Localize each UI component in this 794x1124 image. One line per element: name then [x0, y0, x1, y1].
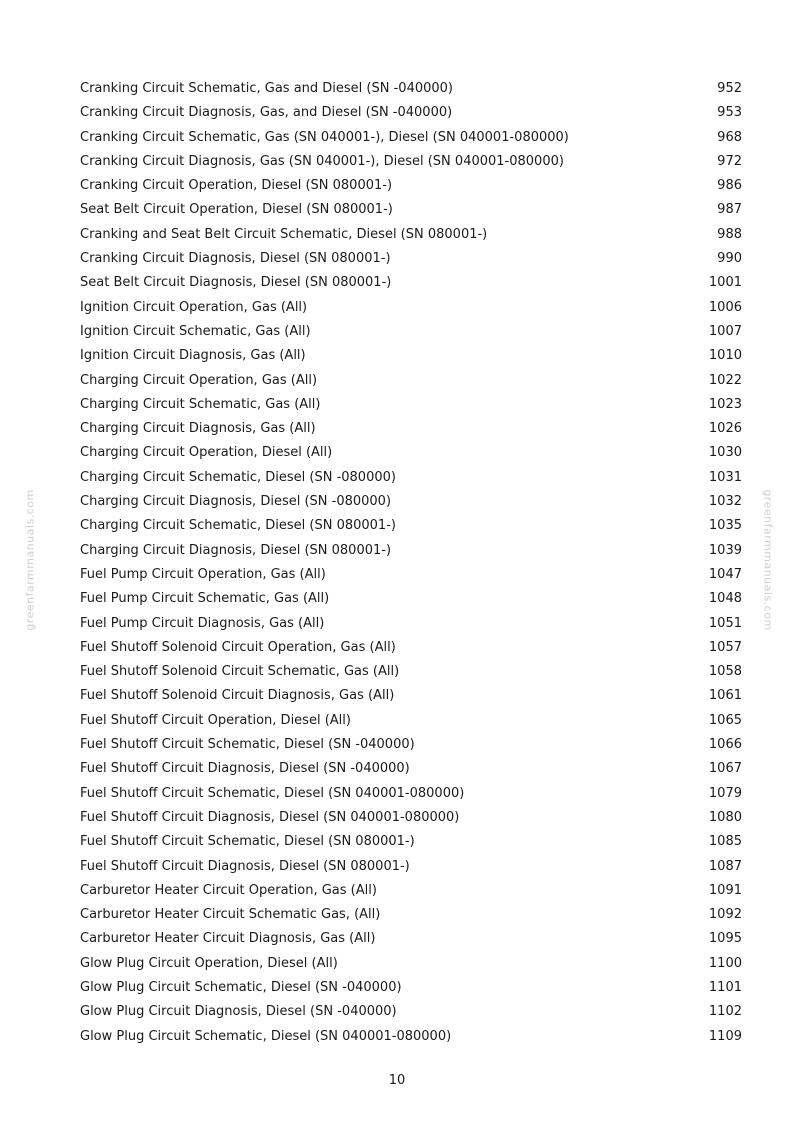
toc-entry[interactable]	[80, 369, 742, 393]
toc-entry-page: 1032	[708, 494, 742, 510]
toc-entry[interactable]	[80, 684, 742, 708]
toc-entry-title: Cranking Circuit Operation, Diesel (SN 080001-)	[80, 178, 393, 194]
toc-entry-page: 953	[717, 105, 742, 121]
toc-entry-page: 1057	[708, 639, 742, 655]
toc-entry-title: Glow Plug Circuit Diagnosis, Diesel (SN -040000)	[80, 1004, 397, 1020]
toc-entry-title: Fuel Shutoff Solenoid Circuit Diagnosis, Gas (All)	[80, 688, 395, 704]
toc-entry-title: Carburetor Heater Circuit Diagnosis, Gas (All)	[80, 931, 376, 947]
toc-entry-page: 1023	[708, 396, 742, 412]
toc-entry-page: 1030	[708, 445, 742, 461]
toc-entry-page: 1048	[708, 591, 742, 607]
toc-entry-title: Fuel Shutoff Circuit Diagnosis, Diesel (SN -040000)	[80, 761, 410, 777]
toc-entry-page: 1031	[708, 469, 742, 485]
toc-entry-title: Glow Plug Circuit Schematic, Diesel (SN -040000)	[80, 979, 402, 995]
toc-entry[interactable]	[80, 830, 742, 854]
toc-entry[interactable]	[80, 320, 742, 344]
toc-entry-page: 952	[717, 81, 742, 96]
toc-entry-page: 1091	[708, 882, 742, 898]
toc-entry[interactable]	[80, 514, 742, 538]
toc-entry-title: Fuel Pump Circuit Schematic, Gas (All)	[80, 591, 330, 607]
toc-entry-page: 1100	[708, 955, 742, 971]
toc-entry-page: 1066	[708, 737, 742, 753]
toc-entry[interactable]	[80, 296, 742, 320]
toc-entry-page: 1065	[708, 712, 742, 728]
toc-entry[interactable]	[80, 223, 742, 247]
toc-entry-title: Cranking Circuit Schematic, Gas and Diesel (SN -040000)	[80, 81, 453, 96]
toc-entry[interactable]	[80, 636, 742, 660]
toc-entry-title: Fuel Pump Circuit Operation, Gas (All)	[80, 566, 326, 582]
toc-entry-title: Charging Circuit Diagnosis, Diesel (SN 080001-)	[80, 542, 392, 558]
page-number: 10	[388, 1073, 406, 1088]
toc-entry[interactable]	[80, 101, 742, 125]
toc-entry-title: Charging Circuit Schematic, Gas (All)	[80, 396, 321, 412]
toc-entry-page: 987	[717, 202, 742, 218]
toc-entry-page: 986	[717, 178, 742, 194]
toc-entry[interactable]	[80, 879, 742, 903]
toc-entry-title: Fuel Shutoff Solenoid Circuit Operation, Gas (All)	[80, 639, 396, 655]
toc-entry-title: Fuel Shutoff Circuit Schematic, Diesel (SN -040000)	[80, 737, 415, 753]
toc-entry[interactable]	[80, 344, 742, 368]
toc-entry-title: Carburetor Heater Circuit Schematic Gas, (All)	[80, 907, 381, 923]
toc-entry-page: 1067	[708, 761, 742, 777]
toc-entry-title: Cranking and Seat Belt Circuit Schematic, Diesel (SN 080001-)	[80, 226, 488, 242]
toc-entry-page: 1007	[708, 323, 742, 339]
table-of-contents	[80, 77, 742, 1049]
toc-entry-title: Fuel Shutoff Circuit Diagnosis, Diesel (SN 040001-080000)	[80, 809, 460, 825]
toc-entry-title: Charging Circuit Diagnosis, Gas (All)	[80, 421, 316, 437]
toc-entry-page: 1026	[708, 421, 742, 437]
toc-entry[interactable]	[80, 393, 742, 417]
toc-entry-page: 1051	[708, 615, 742, 631]
toc-entry[interactable]	[80, 417, 742, 441]
toc-entry-page: 1092	[708, 907, 742, 923]
toc-entry-page: 1039	[708, 542, 742, 558]
toc-entry[interactable]	[80, 126, 742, 150]
toc-entry[interactable]	[80, 1025, 742, 1049]
toc-entry[interactable]	[80, 806, 742, 830]
toc-entry-page: 1080	[708, 809, 742, 825]
toc-entry-page: 988	[717, 226, 742, 242]
toc-entry-title: Fuel Shutoff Circuit Operation, Diesel (All)	[80, 712, 351, 728]
toc-entry[interactable]	[80, 247, 742, 271]
toc-entry[interactable]	[80, 490, 742, 514]
toc-entry[interactable]	[80, 757, 742, 781]
toc-entry-title: Fuel Shutoff Circuit Diagnosis, Diesel (SN 080001-)	[80, 858, 410, 874]
toc-entry[interactable]	[80, 952, 742, 976]
toc-entry-title: Fuel Shutoff Circuit Schematic, Diesel (SN 040001-080000)	[80, 785, 465, 801]
toc-entry-page: 1001	[708, 275, 742, 291]
toc-entry[interactable]	[80, 174, 742, 198]
toc-entry[interactable]	[80, 709, 742, 733]
toc-entry[interactable]	[80, 539, 742, 563]
toc-entry[interactable]	[80, 927, 742, 951]
toc-entry-page: 968	[717, 129, 742, 145]
watermark-right: greenfarmmanuals.com	[761, 489, 775, 631]
toc-entry-title: Seat Belt Circuit Operation, Diesel (SN 080001-)	[80, 202, 393, 218]
toc-entry-title: Fuel Shutoff Solenoid Circuit Schematic, Gas (All)	[80, 664, 400, 680]
toc-entry-title: Charging Circuit Diagnosis, Diesel (SN -080000)	[80, 494, 392, 510]
toc-entry[interactable]	[80, 612, 742, 636]
toc-entry-page: 1061	[708, 688, 742, 704]
toc-entry-page: 1102	[708, 1004, 742, 1020]
toc-entry[interactable]	[80, 855, 742, 879]
toc-entry-page: 1079	[708, 785, 742, 801]
toc-entry-page: 1109	[708, 1028, 742, 1044]
toc-entry[interactable]	[80, 466, 742, 490]
toc-entry[interactable]	[80, 77, 742, 101]
toc-entry-title: Glow Plug Circuit Schematic, Diesel (SN 040001-080000)	[80, 1028, 452, 1044]
toc-entry-title: Charging Circuit Operation, Diesel (All)	[80, 445, 333, 461]
toc-entry-page: 1047	[708, 566, 742, 582]
toc-entry[interactable]	[80, 660, 742, 684]
toc-entry-title: Cranking Circuit Diagnosis, Gas (SN 040001-), Diesel (SN 040001-080000)	[80, 153, 564, 169]
toc-entry-title: Glow Plug Circuit Operation, Diesel (All)	[80, 955, 338, 971]
toc-entry[interactable]	[80, 903, 742, 927]
toc-entry[interactable]	[80, 1000, 742, 1024]
watermark-left: greenfarmmanuals.com	[23, 489, 37, 631]
toc-entry-title: Fuel Pump Circuit Diagnosis, Gas (All)	[80, 615, 325, 631]
toc-entry-title: Carburetor Heater Circuit Operation, Gas (All)	[80, 882, 377, 898]
toc-entry-title: Cranking Circuit Diagnosis, Diesel (SN 080001-)	[80, 251, 391, 267]
toc-entry-page: 972	[717, 153, 742, 169]
toc-entry-page: 1101	[708, 979, 742, 995]
toc-entry[interactable]	[80, 271, 742, 295]
toc-entry-page: 1010	[708, 348, 742, 364]
toc-entry[interactable]	[80, 587, 742, 611]
toc-entry-page: 1095	[708, 931, 742, 947]
toc-entry-title: Cranking Circuit Schematic, Gas (SN 040001-), Diesel (SN 040001-080000)	[80, 129, 569, 145]
toc-entry-title: Fuel Shutoff Circuit Schematic, Diesel (SN 080001-)	[80, 834, 415, 850]
toc-entry-page: 1035	[708, 518, 742, 534]
toc-entry-page: 990	[717, 251, 742, 267]
toc-entry-page: 1058	[708, 664, 742, 680]
toc-entry[interactable]	[80, 782, 742, 806]
toc-entry[interactable]	[80, 198, 742, 222]
toc-entry-title: Charging Circuit Schematic, Diesel (SN 080001-)	[80, 518, 396, 534]
toc-entry-page: 1085	[708, 834, 742, 850]
toc-entry[interactable]	[80, 733, 742, 757]
toc-entry[interactable]	[80, 150, 742, 174]
toc-entry-title: Charging Circuit Schematic, Diesel (SN -080000)	[80, 469, 396, 485]
toc-entry-title: Cranking Circuit Diagnosis, Gas, and Diesel (SN -040000)	[80, 105, 453, 121]
toc-entry-title: Charging Circuit Operation, Gas (All)	[80, 372, 318, 388]
toc-entry-page: 1006	[708, 299, 742, 315]
toc-entry-page: 1087	[708, 858, 742, 874]
toc-entry[interactable]	[80, 976, 742, 1000]
toc-entry-title: Ignition Circuit Diagnosis, Gas (All)	[80, 348, 306, 364]
toc-entry-title: Ignition Circuit Schematic, Gas (All)	[80, 323, 311, 339]
toc-entry-title: Ignition Circuit Operation, Gas (All)	[80, 299, 308, 315]
toc-entry[interactable]	[80, 563, 742, 587]
toc-entry-title: Seat Belt Circuit Diagnosis, Diesel (SN 080001-)	[80, 275, 392, 291]
toc-entry[interactable]	[80, 441, 742, 465]
toc-entry-page: 1022	[708, 372, 742, 388]
